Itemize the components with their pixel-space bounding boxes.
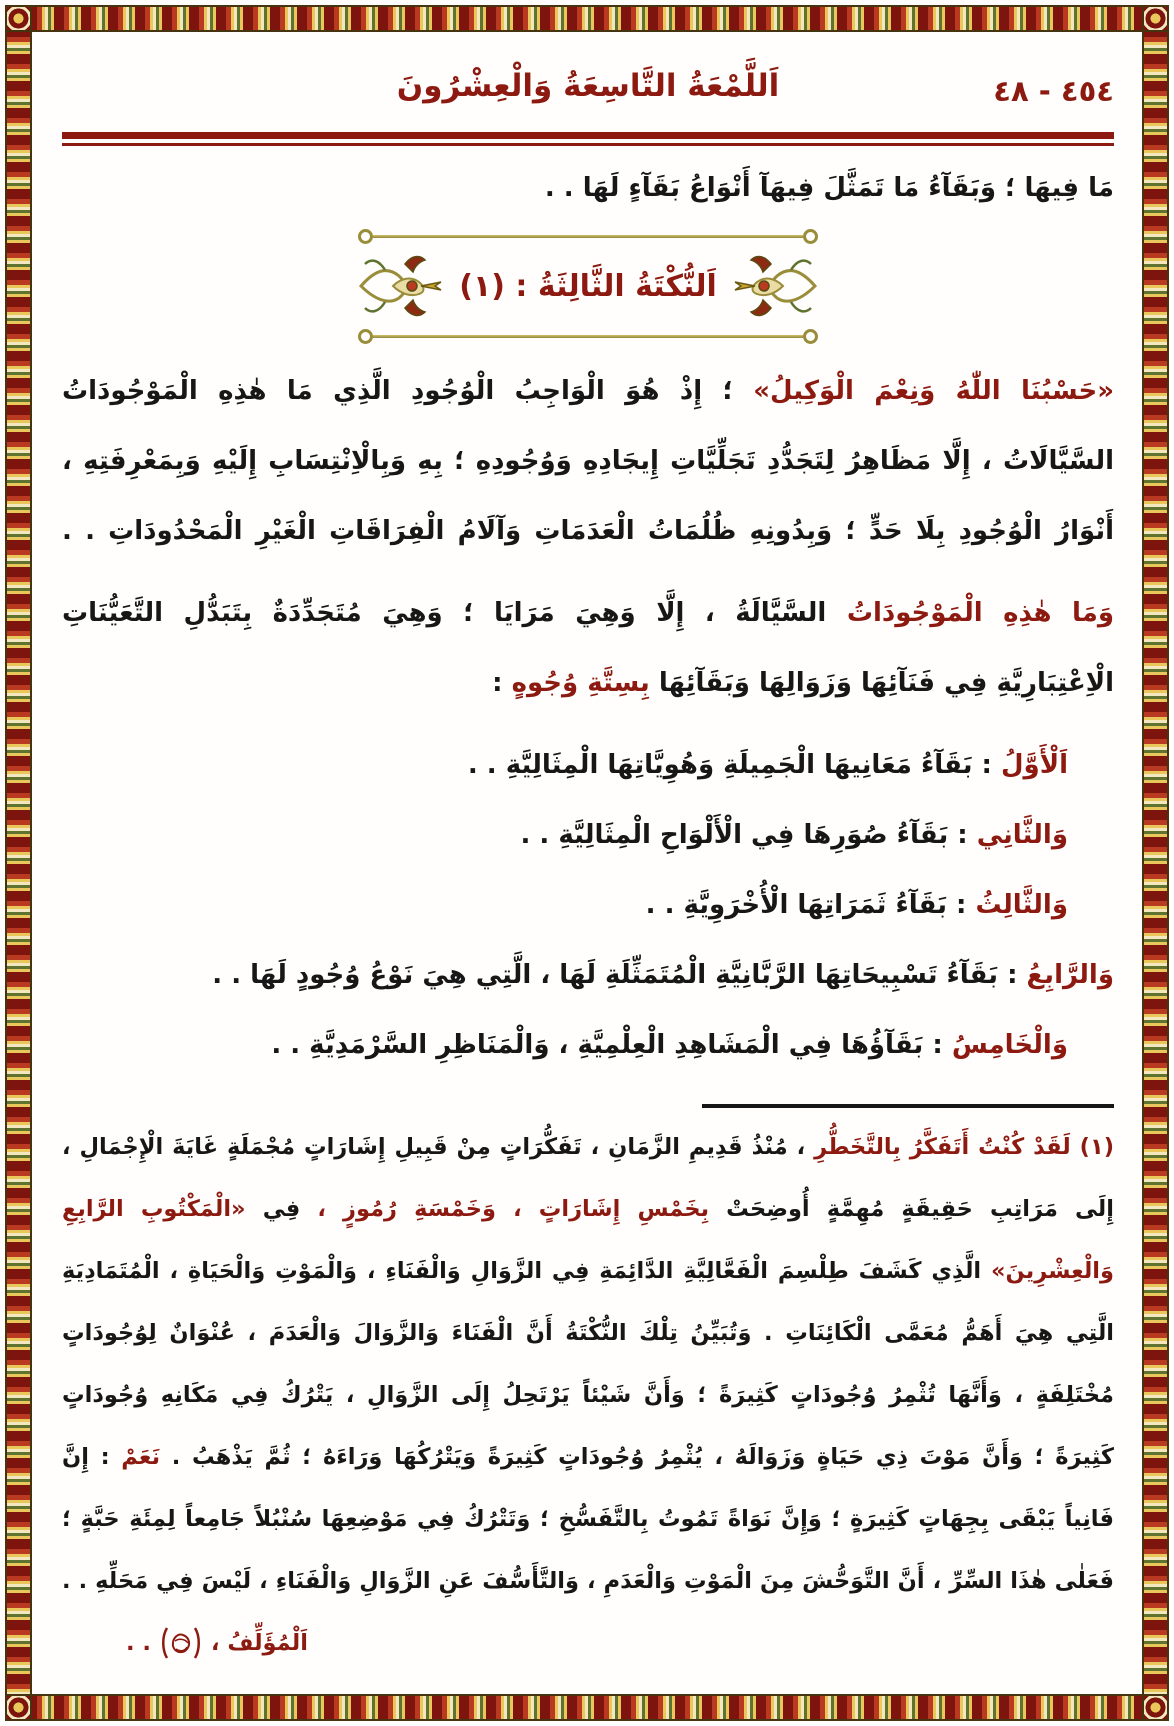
- item-label: وَالثَّانِي: [976, 820, 1068, 850]
- ornament-rail-top: [358, 228, 818, 244]
- footnote-line: مُخْتَلِفَةٍ ، وَأَنَّهَا تُثْمِرُ وُجُودَاتٍ كَثِيرَةً ؛ وَأَنَّ شَيْئاً يَرْتَحِلُ إِلَى الزَّوَالِ ، يَتْرُكُ فِي مَكَانِهِ وُجُودَاتٍ: [62, 1382, 1114, 1408]
- list-item: وَالثَّانِي : بَقَآءُ صُوَرِهَا فِي الْأَلْوَاحِ الْمِثَالِيَّةِ . .: [520, 820, 1068, 850]
- emphasis-phrase: وَمَا هٰذِهِ الْمَوْجُودَاتُ: [846, 598, 1114, 628]
- floral-ornament-icon: [357, 250, 445, 322]
- list-item: اَلْأَوَّلُ : بَقَآءُ مَعَانِيهَا الْجَمِيلَةِ وَهُوِيَّاتِهَا الْمِثَالِيَّةِ . .: [467, 750, 1068, 780]
- author-seal-icon: [159, 1624, 203, 1662]
- header-double-rule: [62, 132, 1114, 146]
- footnote-line: وَالْعِشْرِينَ» الَّذِي كَشَفَ طِلْسِمَ الْفَعَّالِيَّةِ الدَّائِمَةِ فِي الزَّوَالِ وَالْفَنَاءِ ، وَالْمَوْتِ وَالْحَيَاةِ ، الْمُتَمَادِيَةِ: [62, 1258, 1114, 1284]
- curl-icon: [358, 329, 373, 344]
- footnote-separator: [702, 1104, 1114, 1108]
- author-signature-line: [62, 1612, 1114, 1674]
- list-item: وَالثَّالِثُ : بَقَآءُ ثَمَرَاتِهَا الْأُخْرَوِيَّةِ . .: [645, 890, 1068, 920]
- section-heading-row: [308, 244, 868, 328]
- quote-phrase: «حَسْبُنَا اللّٰهُ وَنِعْمَ الْوَكِيلُ»: [753, 376, 1114, 406]
- list-item: وَالرَّابِعُ : بَقَآءُ تَسْبِيحَاتِهَا الرَّبَّانِيَّةِ الْمُتَمَثِّلَةِ لَهَا ، الَّتِي هِيَ نَوْعُ وُجُودٍ لَهَا . .: [212, 960, 1114, 990]
- ornament-rail-bottom: [358, 328, 818, 344]
- emphasis-phrase: بِسِتَّةِ وُجُوهٍ: [511, 668, 650, 698]
- footnote-line: كَثِيرَةً ؛ وَأَنَّ مَوْتَ ذِي حَيَاةٍ وَزَوَالَهُ ، يُثْمِرُ وُجُودَاتٍ كَثِيرَةً وَيَتْرُكُهَا وَرَاءَهُ ؛ ثُمَّ يَذْهَبُ . نَعَمْ : إِنَّ: [62, 1444, 1114, 1470]
- footnote-line: إِلَى مَرَاتِبِ حَقِيقَةٍ مُهِمَّةٍ أُوضِحَتْ بِخَمْسِ إِشَارَاتٍ ، وَخَمْسَةِ رُمُوزٍ ، فِي «الْمَكْتُوبِ الرَّابِعِ: [62, 1196, 1114, 1222]
- author-label: اَلْمُؤَلِّفُ ،: [210, 1630, 308, 1656]
- curl-icon: [358, 229, 373, 244]
- border-corner-icon: [1142, 1694, 1169, 1721]
- ornamental-border-bottom: [5, 1694, 1169, 1721]
- border-corner-icon: [5, 1694, 32, 1721]
- body-line: أَنْوَارُ الْوُجُودِ بِلَا حَدٍّ ؛ وَبِدُونِهِ ظُلُمَاتُ الْعَدَمَاتِ وَآلَامُ الْفِرَاقَاتِ الْغَيْرِ الْمَحْدُودَاتِ . .: [62, 516, 1114, 546]
- page-header: [62, 60, 1114, 122]
- body-line: «حَسْبُنَا اللّٰهُ وَنِعْمَ الْوَكِيلُ» ؛ إِذْ هُوَ الْوَاجِبُ الْوُجُودِ الَّذِي مَا هٰذِهِ الْمَوْجُودَاتُ: [62, 376, 1114, 406]
- curl-icon: [803, 229, 818, 244]
- body-line: الْاِعْتِبَارِيَّةِ فِي فَنَآئِهَا وَزَوَالِهَا وَبَقَآئِهَا بِسِتَّةِ وُجُوهٍ :: [492, 668, 1114, 698]
- signature-ellipsis: . .: [126, 1630, 151, 1656]
- border-corner-icon: [1142, 5, 1169, 32]
- rail-bar: [373, 335, 803, 338]
- intro-line: مَا فِيهَا ؛ وَبَقَآءُ مَا تَمَثَّلَ فِيهَآ أَنْوَاعُ بَقَآءٍ لَهَا . .: [544, 173, 1114, 203]
- item-label: اَلْأَوَّلُ: [1001, 750, 1068, 780]
- ornamental-border-left: [5, 5, 32, 1721]
- ornamental-border-top: [5, 5, 1169, 32]
- page-title: اَللَّمْعَةُ التَّاسِعَةُ وَالْعِشْرُونَ: [396, 68, 780, 104]
- section-ornament-frame: [308, 228, 868, 344]
- footnote-line: (١) لَقَدْ كُنْتُ أَتَفَكَّرُ بِالتَّخَطُّرِ ، مُنْذُ قَدِيمِ الزَّمَانِ ، تَفَكُّرَاتٍ مِنْ قَبِيلِ إِشَارَاتٍ مُجْمَلَةٍ غَايَةَ الْإِجْمَالِ ،: [62, 1134, 1114, 1160]
- footnote: [62, 1116, 1114, 1674]
- section-heading: اَلنُّكْتَةُ الثَّالِثَةُ : (١): [459, 268, 717, 304]
- aspects-list: [62, 730, 1114, 1080]
- item-label: وَالرَّابِعُ: [1026, 960, 1114, 990]
- floral-ornament-icon: [731, 250, 819, 322]
- item-label: وَالْخَامِسُ: [951, 1030, 1068, 1060]
- paragraph: [62, 578, 1114, 718]
- rail-bar: [373, 235, 803, 238]
- page-content: [62, 60, 1114, 1676]
- border-corner-icon: [5, 5, 32, 32]
- ornamental-border-right: [1142, 5, 1169, 1721]
- footnote-line: فَعَلٰى هٰذَا السِّرِّ ، أَنَّ التَّوَحُّشَ مِنَ الْمَوْتِ وَالْعَدَمِ ، وَالتَّأَسُّفَ عَنِ الزَّوَالِ وَالْفَنَاءِ ، لَيْسَ فِي مَحَلِّهِ . .: [62, 1568, 1114, 1594]
- paragraph: [62, 356, 1114, 566]
- item-label: وَالثَّالِثُ: [975, 890, 1068, 920]
- page-number: ٤٥٤ - ٤٨: [993, 74, 1114, 108]
- body-line: وَمَا هٰذِهِ الْمَوْجُودَاتُ السَّيَّالَةُ ، إِلَّا وَهِيَ مَرَايَا ؛ وَهِيَ مُتَجَدِّدَةٌ بِتَبَدُّلِ التَّعَيُّنَاتِ: [62, 598, 1114, 628]
- list-item: وَالْخَامِسُ : بَقَآؤُهَا فِي الْمَشَاهِدِ الْعِلْمِيَّةِ ، وَالْمَنَاظِرِ السَّرْمَدِيَّةِ . .: [271, 1030, 1068, 1060]
- footnote-line: الَّتِي هِيَ أَهَمُّ مُعَمَّى الْكَائِنَاتِ . وَتُبَيِّنُ تِلْكَ النُّكْتَةُ أَنَّ الْفَنَاءَ وَالزَّوَالَ وَالْعَدَمَ ، عُنْوَانٌ لِوُجُودَاتٍ: [62, 1320, 1114, 1346]
- footnote-marker: (١) لَقَدْ كُنْتُ أَتَفَكَّرُ بِالتَّخَطُّرِ: [814, 1134, 1114, 1160]
- body-line: السَّيَّالَاتُ ، إِلَّا مَظَاهِرُ لِتَجَدُّدِ تَجَلِّيَّاتِ إِيجَادِهِ وَوُجُودِهِ ؛ بِهِ وَبِالْاِنْتِسَابِ إِلَيْهِ وَبِمَعْرِفَتِهِ ،: [62, 446, 1114, 476]
- footnote-line: فَانِياً يَبْقَى بِجِهَاتٍ كَثِيرَةٍ ؛ وَإِنَّ نَوَاةً تَمُوتُ بِالتَّفَسُّخِ ؛ وَتَتْرُكُ فِي مَوْضِعِهَا سُنْبُلاً جَامِعاً لِمِئَةِ حَبَّةٍ ؛: [62, 1506, 1114, 1532]
- curl-icon: [803, 329, 818, 344]
